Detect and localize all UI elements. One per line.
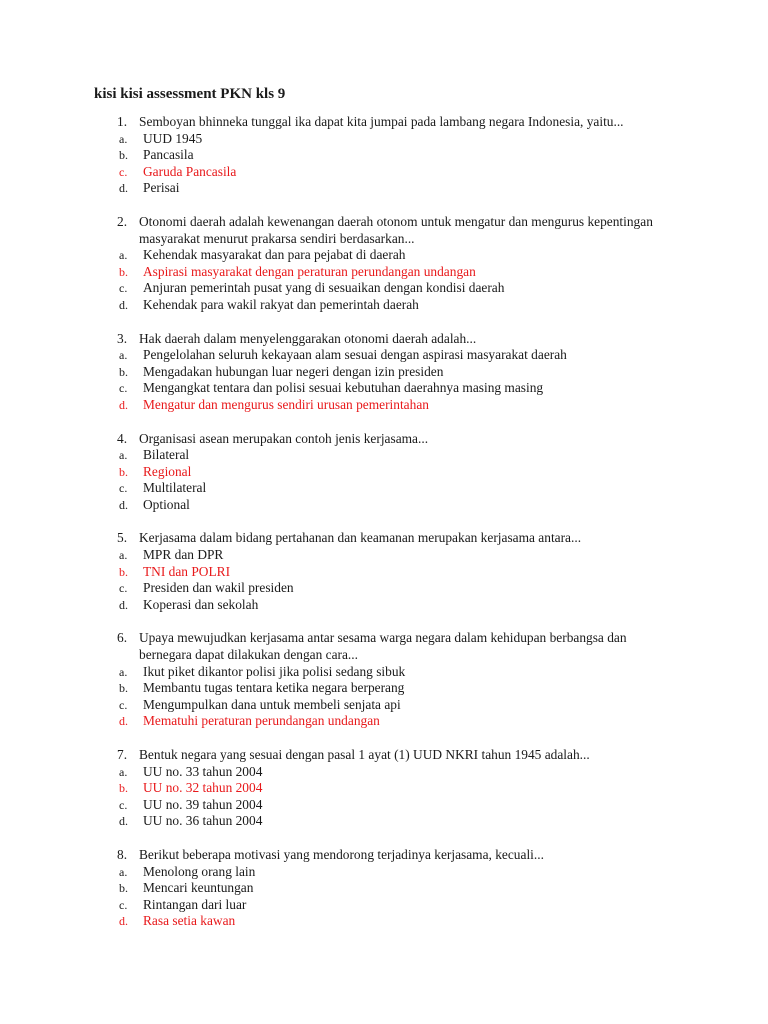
question-number: 6. — [117, 630, 128, 646]
option-letter: b. — [119, 681, 128, 696]
option-letter: b. — [119, 781, 128, 796]
answer-option — [0, 764, 768, 781]
option-text: Bilateral — [143, 447, 190, 463]
option-letter: b. — [119, 364, 128, 379]
answer-option — [0, 280, 768, 297]
answer-option-correct — [0, 564, 768, 581]
answer-option — [0, 480, 768, 497]
question-number: 4. — [117, 430, 128, 446]
option-letter: c. — [119, 581, 128, 596]
option-letter: c. — [119, 164, 128, 179]
option-letter: b. — [119, 564, 128, 579]
question-text: Berikut beberapa motivasi yang mendorong terjadinya kerjasama, kecuali... — [139, 846, 544, 862]
question-text: Kerjasama dalam bidang pertahanan dan keamanan merupakan kerjasama antara... — [139, 530, 582, 546]
option-letter: c. — [119, 381, 128, 396]
answer-option — [0, 897, 768, 914]
question-item — [0, 747, 768, 830]
option-text: Menolong orang lain — [143, 863, 256, 879]
answer-option-correct — [0, 164, 768, 181]
question-text: Bentuk negara yang sesuai dengan pasal 1 ayat (1) UUD NKRI tahun 1945 adalah... — [139, 747, 590, 762]
question-item — [0, 331, 768, 414]
option-text: Kehendak masyarakat dan para pejabat di daerah — [143, 247, 406, 263]
option-letter: d. — [119, 497, 128, 512]
question-stem — [0, 431, 679, 448]
option-text: TNI dan POLRI — [143, 563, 231, 579]
answer-option — [0, 880, 768, 897]
question-text: Organisasi asean merupakan contoh jenis kerjasama... — [139, 430, 429, 446]
answer-option — [0, 680, 768, 697]
answer-option-correct — [0, 713, 768, 730]
option-text: Mematuhi peraturan perundangan undangan — [143, 713, 380, 729]
question-stem — [0, 747, 679, 764]
option-letter: d. — [119, 297, 128, 312]
answer-option — [0, 797, 768, 814]
option-letter: a. — [119, 448, 128, 463]
question-text: Otonomi daerah adalah kewenangan daerah otonom untuk mengatur dan mengurus kepentingan masyarakat menurut prakarsa sendiri berdasarkan... — [139, 213, 653, 246]
answer-option — [0, 447, 768, 464]
question-item — [0, 431, 768, 514]
answer-option — [0, 364, 768, 381]
option-text: UU no. 39 tahun 2004 — [143, 796, 263, 812]
answer-option — [0, 497, 768, 514]
option-text: UU no. 32 tahun 2004 — [143, 780, 263, 796]
answer-option — [0, 697, 768, 714]
answer-option-correct — [0, 397, 768, 414]
option-letter: d. — [119, 397, 128, 412]
option-letter: d. — [119, 181, 128, 196]
answer-option — [0, 297, 768, 314]
option-letter: a. — [119, 348, 128, 363]
answer-option — [0, 131, 768, 148]
option-text: Mengumpulkan dana untuk membeli senjata api — [143, 696, 401, 712]
option-letter: d. — [119, 814, 128, 829]
answer-option — [0, 380, 768, 397]
option-letter: c. — [119, 897, 128, 912]
option-text: Rintangan dari luar — [143, 896, 247, 912]
option-text: Optional — [143, 496, 190, 512]
option-text: Pancasila — [143, 147, 194, 163]
option-text: MPR dan DPR — [143, 547, 224, 563]
option-text: Presiden dan wakil presiden — [143, 580, 294, 596]
question-stem — [0, 214, 679, 247]
answer-option — [0, 864, 768, 881]
question-number: 8. — [117, 846, 128, 862]
option-letter: c. — [119, 281, 128, 296]
option-text: Membantu tugas tentara ketika negara berperang — [143, 680, 405, 696]
option-text: Rasa setia kawan — [143, 913, 236, 929]
answer-option-correct — [0, 780, 768, 797]
question-item — [0, 530, 768, 613]
answer-option — [0, 813, 768, 830]
option-letter: b. — [119, 881, 128, 896]
answer-option — [0, 580, 768, 597]
answer-option — [0, 547, 768, 564]
option-text: Kehendak para wakil rakyat dan pemerintah daerah — [143, 296, 419, 312]
question-item — [0, 630, 768, 730]
answer-option-correct — [0, 264, 768, 281]
question-number: 5. — [117, 530, 128, 546]
question-item — [0, 214, 768, 314]
question-text: Hak daerah dalam menyelenggarakan otonomi daerah adalah... — [139, 330, 477, 346]
question-number: 7. — [117, 747, 128, 762]
option-text: Perisai — [143, 180, 180, 196]
answer-option-correct — [0, 464, 768, 481]
option-text: Pengelolahan seluruh kekayaan alam sesuai dengan aspirasi masyarakat daerah — [143, 347, 567, 363]
answer-option — [0, 247, 768, 264]
question-stem — [0, 331, 679, 348]
option-letter: c. — [119, 797, 128, 812]
option-letter: a. — [119, 764, 128, 779]
option-letter: a. — [119, 664, 128, 679]
option-letter: d. — [119, 597, 128, 612]
answer-option — [0, 664, 768, 681]
question-stem — [0, 630, 679, 663]
option-text: Aspirasi masyarakat dengan peraturan perundangan undangan — [143, 263, 476, 279]
option-letter: d. — [119, 714, 128, 729]
question-stem — [0, 114, 679, 131]
option-letter: c. — [119, 481, 128, 496]
answer-option — [0, 597, 768, 614]
option-text: Ikut piket dikantor polisi jika polisi sedang sibuk — [143, 663, 406, 679]
question-item — [0, 847, 768, 930]
option-letter: b. — [119, 264, 128, 279]
option-text: UU no. 33 tahun 2004 — [143, 763, 263, 779]
question-text: Semboyan bhinneka tunggal ika dapat kita jumpai pada lambang negara Indonesia, yaitu... — [139, 114, 624, 129]
question-number: 1. — [117, 114, 128, 129]
option-letter: a. — [119, 864, 128, 879]
option-letter: c. — [119, 697, 128, 712]
option-text: Mengangkat tentara dan polisi sesuai kebutuhan daerahnya masing masing — [143, 380, 544, 396]
question-number: 3. — [117, 330, 128, 346]
option-letter: a. — [119, 548, 128, 563]
option-letter: b. — [119, 148, 128, 163]
answer-option-correct — [0, 913, 768, 930]
question-number: 2. — [117, 213, 128, 229]
option-letter: a. — [119, 131, 128, 146]
option-text: Garuda Pancasila — [143, 163, 237, 179]
option-text: Mengadakan hubungan luar negeri dengan izin presiden — [143, 363, 444, 379]
option-text: Koperasi dan sekolah — [143, 596, 259, 612]
question-stem — [0, 847, 679, 864]
option-letter: a. — [119, 248, 128, 263]
question-item — [0, 114, 768, 197]
option-letter: d. — [119, 914, 128, 929]
option-text: Anjuran pemerintah pusat yang di sesuaikan dengan kondisi daerah — [143, 280, 505, 296]
option-text: UU no. 36 tahun 2004 — [143, 813, 263, 829]
answer-option — [0, 347, 768, 364]
question-text: Upaya mewujudkan kerjasama antar sesama warga negara dalam kehidupan berbangsa dan bernegara dapat dilakukan dengan cara... — [139, 630, 627, 663]
option-text: Multilateral — [143, 480, 207, 496]
answer-option — [0, 180, 768, 197]
option-text: UUD 1945 — [143, 130, 203, 146]
option-text: Regional — [143, 463, 192, 479]
answer-option — [0, 147, 768, 164]
document-title: kisi kisi assessment PKN kls 9 — [94, 86, 286, 102]
option-letter: b. — [119, 464, 128, 479]
option-text: Mengatur dan mengurus sendiri urusan pemerintahan — [143, 396, 429, 412]
question-stem — [0, 530, 679, 547]
question-list — [0, 114, 768, 947]
option-text: Mencari keuntungan — [143, 880, 254, 896]
